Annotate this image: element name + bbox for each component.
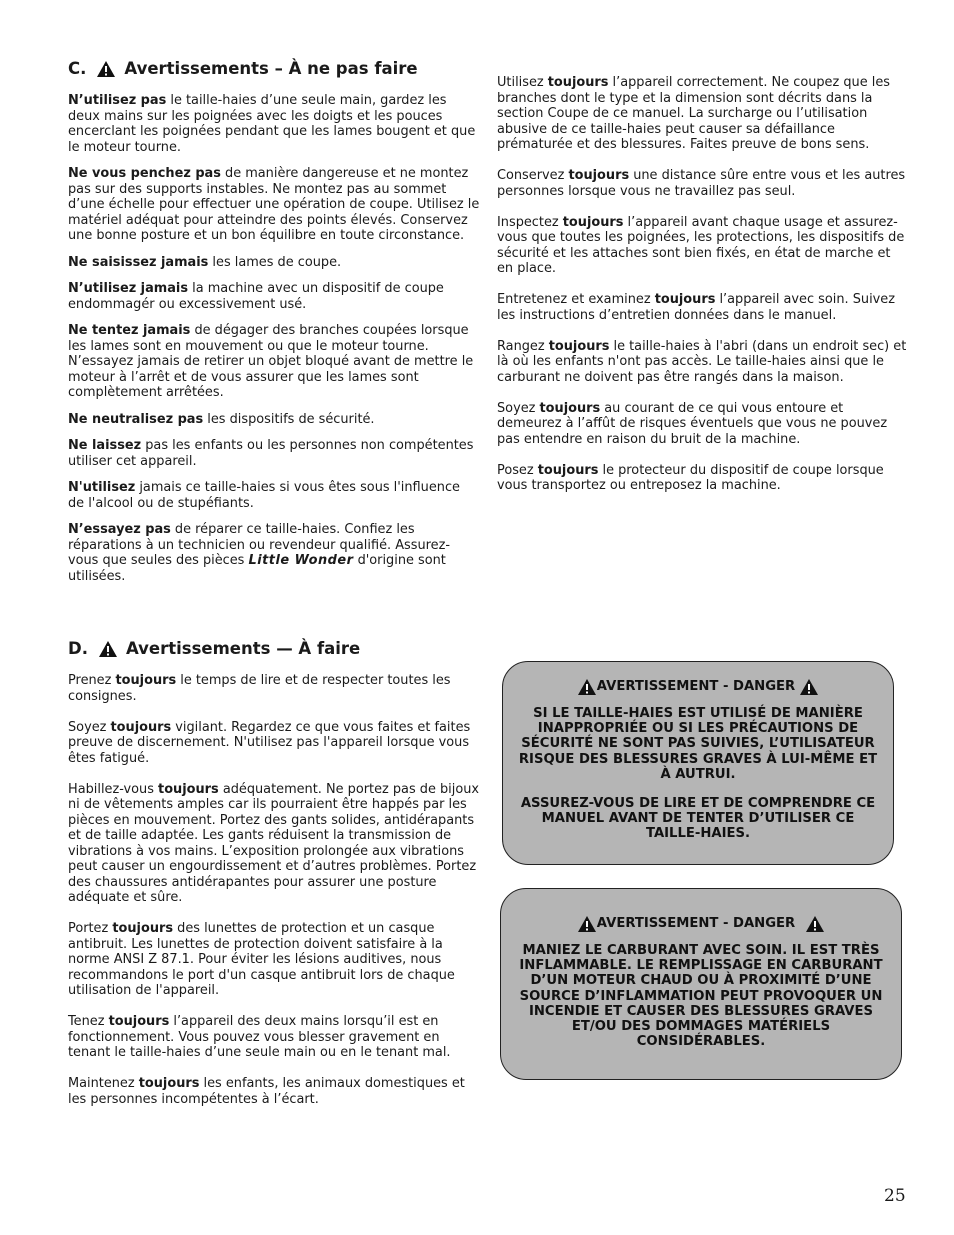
section-d [68, 640, 480, 1123]
list-item [497, 168, 909, 199]
item-text: adéquatement. Ne portez pas de bijoux ni de vêtements amples car ils pourraient être happés par les pièces en mouvement. Portez des gants solides, antidérapants et de taille adaptée. Les gants réduisent la transmission de vibrations à vos mains. L’exposition prolongée aux vibrations peut causer un engourdissement et d’autres problèmes. Portez des chaussures antidérapantes pour assurer une posture adéquate et sûre. [68, 781, 479, 905]
item-lead: toujours [537, 462, 599, 478]
item-text: les dispositifs de sécurité. [203, 411, 375, 427]
list-item [68, 921, 480, 999]
danger-box-title-text: AVERTISSEMENT - DANGER [596, 679, 796, 695]
item-pre: Entretenez et examinez [497, 292, 655, 307]
warning-triangle-icon [805, 915, 825, 933]
danger-box-2 [500, 888, 902, 1080]
list-item [68, 1076, 480, 1107]
item-text: le taille-haies à l'abri (dans un endroit sec) et là où les enfants n'ont pas accès. Le taille-haies ainsi que le carburant ne doivent pas être rangés dans la maison. [497, 338, 907, 385]
item-text: une distance sûre entre vous et les autres personnes lorsque vous ne travaillez pas seul. [497, 168, 906, 199]
danger-box-paragraph: ASSUREZ-VOUS DE LIRE ET DE COMPRENDRE CE MANUEL AVANT DE TENTER D’UTILISER CE TAILLE-HAIES. [520, 796, 876, 842]
list-item [68, 673, 480, 704]
item-lead: Ne vous penchez pas [68, 166, 221, 181]
item-lead: toujours [110, 719, 172, 735]
item-lead: toujours [568, 168, 630, 183]
section-c-item [68, 522, 480, 584]
item-lead: toujours [539, 400, 601, 416]
section-c-heading [68, 60, 480, 78]
item-lead: Ne laissez [68, 438, 142, 453]
item-pre: Maintenez [68, 1076, 139, 1091]
list-item [68, 782, 480, 906]
list-item [68, 1014, 480, 1061]
warning-triangle-icon [799, 678, 819, 696]
item-lead: toujours [654, 292, 716, 307]
item-lead: toujours [562, 214, 624, 230]
danger-box-title-text: AVERTISSEMENT - DANGER [596, 916, 796, 932]
item-text: la machine avec un dispositif de coupe endommagér ou excessivement usé. [68, 281, 444, 312]
danger-box-1 [502, 661, 894, 865]
item-lead: toujours [112, 921, 174, 936]
page-number: 25 [884, 1186, 906, 1206]
item-text: le protecteur du dispositif de coupe lorsque vous transportez ou entreposez la machine. [497, 462, 884, 493]
list-item [68, 720, 480, 767]
item-text: pas les enfants ou les personnes non compétentes utiliser cet appareil. [68, 438, 474, 469]
warning-triangle-icon [96, 60, 116, 78]
item-pre: Portez [68, 921, 113, 936]
list-item [497, 401, 909, 448]
list-item [68, 412, 480, 428]
list-item [68, 480, 480, 511]
item-text: l’appareil avant chaque usage et assurez-vous que toutes les poignées, les protections, les dispositifs de sécurité et les attaches sont bien fixés, en état de marche et en place. [497, 214, 905, 276]
section-d-letter: D. [68, 639, 88, 659]
item-lead: toujours [547, 75, 609, 90]
item-pre: Utilisez [497, 75, 548, 90]
item-text: l’appareil des deux mains lorsqu’il est en fonctionnement. Vous pouvez vous blesser gravement en tenant le taille-haies d’une seule main ou en le tenant mal. [68, 1014, 451, 1060]
item-lead: toujours [115, 673, 177, 688]
item-lead: toujours [158, 781, 219, 797]
item-text: vigilant. Regardez ce que vous faites et faites preuve de discernement. N'utilisez pas l'appareil lorsque vous êtes fatigué. [68, 719, 471, 766]
item-lead: toujours [548, 338, 610, 354]
item-text: de manière dangereuse et ne montez pas sur des supports instables. Ne montez pas au sommet d’une échelle pour effectuer une opération de coupe. Utilisez le matériel adéquat pour atteindre des points élevés. Conservez une bonne posture et un bon équilibre en toute circonstance. [68, 166, 480, 243]
right-column-list [497, 75, 909, 494]
item-lead: Ne tentez jamais [68, 323, 191, 338]
item-text-after: d'origine sont utilisées. [68, 553, 446, 584]
right-column [497, 75, 909, 509]
item-text: au courant de ce qui vous entoure et demeurez à l’affût de risques éventuels que vous ne pouvez pas entendre en raison du bruit de la machine. [497, 400, 888, 447]
item-pre: Posez [497, 462, 538, 478]
section-c-letter: C. [68, 59, 87, 79]
item-pre: Prenez [68, 673, 116, 688]
item-text: le taille-haies d’une seule main, gardez les deux mains sur les poignées avec les doigts et les pouces encerclant les poignées pendant que les lames bougent et que le moteur tourne. [68, 93, 476, 155]
danger-box-title [513, 678, 883, 696]
item-text: le temps de lire et de respecter toutes les consignes. [68, 673, 451, 704]
item-text: des lunettes de protection et un casque antibruit. Les lunettes de protection doivent satisfaire à la norme ANSI Z 87.1. Pour éviter les lésions auditives, nous recommandons le port d'un casque antibruit lors de chaque utilisation de l'appareil. [68, 921, 455, 998]
section-c-title: Avertissements – À ne pas faire [124, 59, 418, 79]
list-item [68, 255, 480, 271]
danger-box-paragraph: SI LE TAILLE-HAIES EST UTILISÉ DE MANIÈRE INAPPROPRIÉE OU SI LES PRÉCAUTIONS DE SÉCURITÉ NE SONT PAS SUIVIES, L’UTILISATEUR RISQUE DES BLESSURES GRAVES À LUI-MÊME ET À AUTRUI. [518, 706, 878, 782]
item-lead: toujours [108, 1014, 170, 1029]
list-item [68, 166, 480, 244]
list-item [497, 292, 909, 323]
item-pre: Inspectez [497, 214, 563, 230]
item-text: l’appareil correctement. Ne coupez que les branches dont le type et la dimension sont décrits dans la section Coupe de ce manuel. La surcharge ou l’utilisation abusive de ce taille-haies peut causer sa défaillance prématurée et des blessures. Faites preuve de bons sens. [497, 75, 890, 152]
warning-triangle-icon [577, 915, 597, 933]
item-text: jamais ce taille-haies si vous êtes sous l'influence de l'alcool ou de stupéfiants. [68, 480, 460, 511]
item-text: les enfants, les animaux domestiques et les personnes incompétentes à l’écart. [68, 1076, 465, 1107]
section-d-heading [68, 640, 480, 658]
section-d-title: Avertissements — À faire [125, 639, 361, 659]
item-pre: Conservez [497, 168, 569, 183]
item-pre: Soyez [68, 719, 111, 735]
list-item [497, 463, 909, 494]
item-pre: Soyez [497, 400, 540, 416]
list-item [68, 323, 480, 401]
item-lead: N’essayez pas [68, 522, 171, 537]
list-item [68, 93, 480, 155]
item-lead: Ne saisissez jamais [68, 254, 209, 270]
item-lead: toujours [138, 1076, 200, 1091]
item-lead: Ne neutralisez pas [68, 411, 204, 427]
item-text: les lames de coupe. [208, 254, 342, 270]
section-c-list [68, 93, 480, 511]
item-lead: N’utilisez jamais [68, 281, 189, 296]
list-item [68, 438, 480, 469]
item-lead: N’utilisez pas [68, 93, 167, 108]
brand-little-wonder: Little Wonder [248, 553, 354, 568]
list-item [497, 215, 909, 277]
section-c [68, 60, 480, 595]
danger-box-title [511, 915, 891, 933]
section-d-list [68, 673, 480, 1107]
item-pre: Tenez [68, 1014, 109, 1029]
list-item [497, 75, 909, 153]
warning-triangle-icon [98, 640, 118, 658]
item-pre: Habillez-vous [68, 781, 159, 797]
list-item [68, 281, 480, 312]
item-text: l’appareil avec soin. Suivez les instructions d’entretien données dans le manuel. [497, 292, 895, 323]
item-lead: N'utilisez [68, 480, 136, 495]
list-item [497, 339, 909, 386]
item-text: de dégager des branches coupées lorsque les lames sont en mouvement ou que le moteur tourne. N’essayez jamais de retirer un objet bloqué avant de mettre le moteur à l’arrêt et de vous assurer que les lames sont complètement arrêtées. [68, 323, 474, 400]
warning-triangle-icon [577, 678, 597, 696]
item-pre: Rangez [497, 338, 549, 354]
danger-box-paragraph: MANIEZ LE CARBURANT AVEC SOIN. IL EST TRÈS INFLAMMABLE. LE REMPLISSAGE EN CARBURANT D’UN MOTEUR CHAUD OU À PROXIMITÉ D’UNE SOURCE D’INFLAMMATION PEUT PROVOQUER UN INCENDIE ET CAUSER DES BLESSURES GRAVES ET/OU DES DOMMAGES MATÉRIELS CONSIDÉRABLES. [519, 943, 883, 1050]
item-text: de réparer ce taille-haies. Confiez les réparations à un technicien ou revendeur qualifié. Assurez-vous que seules des pièces [68, 522, 450, 568]
